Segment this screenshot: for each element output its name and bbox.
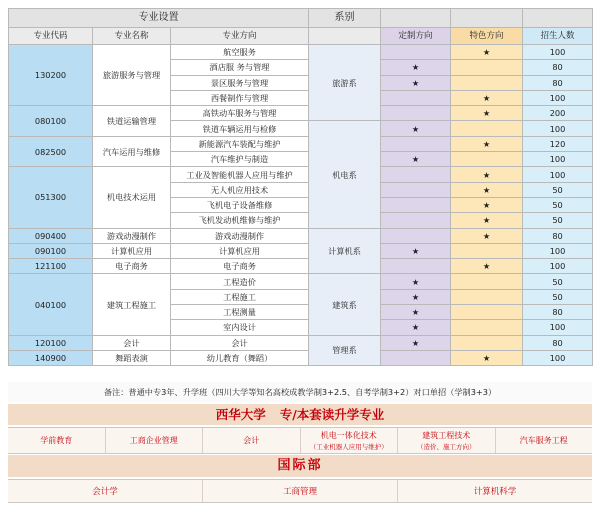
major-code: 051300: [9, 167, 93, 228]
major-direction: 汽车维护与制造: [171, 152, 309, 167]
custom-direction-cell: [381, 335, 451, 350]
major-code: 040100: [9, 274, 93, 335]
upgrade-major: [106, 428, 204, 453]
header-direction: 专业方向: [171, 28, 309, 45]
star-icon: ★: [482, 215, 491, 226]
major-direction: 计算机应用: [171, 243, 309, 258]
feature-direction-cell: [451, 75, 523, 90]
header-name: 专业名称: [93, 28, 171, 45]
custom-direction-cell: [381, 259, 451, 274]
enrollment-count: 100: [523, 45, 593, 60]
upgrade-major-name: 学前教育: [40, 436, 73, 445]
major-direction: 航空服务: [171, 45, 309, 60]
feature-direction-cell: [451, 60, 523, 75]
custom-direction-cell: [381, 350, 451, 365]
header-custom: 定制方向: [381, 28, 451, 45]
table-row: [9, 45, 593, 60]
major-code: 090400: [9, 228, 93, 243]
feature-direction-cell: [451, 350, 523, 365]
table-row: [9, 136, 593, 151]
upgrade-major-name: 工商企业管理: [129, 436, 178, 445]
star-icon: ★: [411, 337, 420, 348]
custom-direction-cell: [381, 136, 451, 151]
upgrade-major-name: 建筑工程技术: [422, 431, 471, 440]
enrollment-count: 80: [523, 305, 593, 320]
international-major: 计算机科学: [473, 487, 517, 497]
custom-direction-cell: [381, 320, 451, 335]
major-code: 140900: [9, 350, 93, 365]
feature-direction-cell: [451, 197, 523, 212]
upgrade-major: [8, 428, 106, 453]
star-icon: ★: [482, 353, 491, 364]
upgrade-major-name: 汽车服务工程: [519, 436, 568, 445]
upgrade-major-note: （工业机器人应用与维护）: [309, 443, 388, 451]
header-feature: 特色方向: [451, 28, 523, 45]
department-name: 建筑系: [309, 274, 381, 335]
custom-direction-cell: [381, 121, 451, 136]
feature-direction-cell: [451, 243, 523, 258]
table-row: [9, 243, 593, 258]
table-row: [9, 106, 593, 121]
star-icon: ★: [411, 62, 420, 73]
major-name: 游戏动漫制作: [93, 228, 171, 243]
feature-direction-cell: [451, 121, 523, 136]
feature-direction-cell: [451, 274, 523, 289]
enrollment-count: 100: [523, 121, 593, 136]
major-direction: 室内设计: [171, 320, 309, 335]
feature-direction-cell: [451, 136, 523, 151]
international-major: 工商管理: [203, 480, 398, 502]
enrollment-count: 80: [523, 335, 593, 350]
major-direction: 会计: [171, 335, 309, 350]
custom-direction-cell: [381, 90, 451, 105]
feature-direction-cell: [451, 182, 523, 197]
feature-direction-cell: [451, 45, 523, 60]
major-name: 计算机应用: [93, 243, 171, 258]
major-direction: 高铁动车服务与管理: [171, 106, 309, 121]
major-code: 130200: [9, 45, 93, 106]
major-direction: 铁道车辆运用与检修: [171, 121, 309, 136]
star-icon: ★: [411, 77, 420, 88]
star-icon: ★: [482, 184, 491, 195]
star-icon: ★: [482, 47, 491, 58]
major-code: 090100: [9, 243, 93, 258]
major-direction: 电子商务: [171, 259, 309, 274]
upgrade-major-name: 会计: [243, 436, 260, 445]
star-icon: ★: [411, 291, 420, 302]
major-name: 汽车运用与维修: [93, 136, 171, 167]
major-name: 旅游服务与管理: [93, 45, 171, 106]
star-icon: ★: [411, 307, 420, 318]
major-direction: 酒店服 务与管理: [171, 60, 309, 75]
university-name: 西华大学: [215, 407, 266, 422]
major-name: 电子商务: [93, 259, 171, 274]
custom-direction-cell: [381, 152, 451, 167]
international-major: 会计学: [8, 480, 203, 502]
major-direction: 工业及智能机器人应用与维护: [171, 167, 309, 182]
star-icon: ★: [411, 322, 420, 333]
custom-direction-cell: [381, 228, 451, 243]
major-direction: 工程测量: [171, 305, 309, 320]
major-code: 121100: [9, 259, 93, 274]
major-direction: 飞机发动机维修与维护: [171, 213, 309, 228]
star-icon: ★: [482, 200, 491, 211]
enrollment-count: 100: [523, 167, 593, 182]
table-header-group-row: [9, 9, 593, 28]
enrollment-count: 50: [523, 197, 593, 212]
major-table: [8, 8, 593, 366]
feature-direction-cell: [451, 228, 523, 243]
table-row: [9, 335, 593, 350]
star-icon: ★: [411, 276, 420, 287]
star-icon: ★: [482, 138, 491, 149]
feature-direction-cell: [451, 213, 523, 228]
major-direction: 景区服务与管理: [171, 75, 309, 90]
table-row: [9, 259, 593, 274]
custom-direction-cell: [381, 289, 451, 304]
header-department: 系别: [309, 9, 381, 28]
star-icon: ★: [411, 154, 420, 165]
upgrade-major: [203, 428, 301, 453]
international-banner: 国际部: [8, 455, 592, 477]
major-name: 建筑工程施工: [93, 274, 171, 335]
header-major-settings: 专业设置: [9, 9, 309, 28]
feature-direction-cell: [451, 289, 523, 304]
footnote: 备注：普通中专3年、升学班（四川大学等知名高校成教学制3+2.5、自考学制3+2）对口单招（学制3+3）: [8, 382, 592, 402]
enrollment-count: 50: [523, 213, 593, 228]
star-icon: ★: [411, 246, 420, 256]
feature-direction-cell: [451, 335, 523, 350]
custom-direction-cell: [381, 60, 451, 75]
major-name: 机电技术运用: [93, 167, 171, 228]
enrollment-count: 100: [523, 320, 593, 335]
major-direction: 新能源汽车装配与维护: [171, 136, 309, 151]
table-row: [9, 350, 593, 365]
upgrade-major: [496, 428, 593, 453]
custom-direction-cell: [381, 167, 451, 182]
international-majors-row: [8, 479, 592, 503]
upgrade-banner: [8, 404, 592, 425]
enrollment-count: 50: [523, 274, 593, 289]
custom-direction-cell: [381, 243, 451, 258]
department-name: 旅游系: [309, 45, 381, 121]
major-name: 舞蹈表演: [93, 350, 171, 365]
major-direction: 西餐制作与管理: [171, 90, 309, 105]
enrollment-count: 100: [523, 259, 593, 274]
star-icon: ★: [482, 169, 491, 180]
major-direction: 无人机应用技术: [171, 182, 309, 197]
feature-direction-cell: [451, 320, 523, 335]
enrollment-count: 80: [523, 228, 593, 243]
table-row: [9, 228, 593, 243]
custom-direction-cell: [381, 274, 451, 289]
custom-direction-cell: [381, 305, 451, 320]
department-name: 管理系: [309, 335, 381, 366]
upgrade-major: [398, 428, 496, 453]
table-body: [9, 45, 593, 366]
enrollment-count: 100: [523, 350, 593, 365]
star-icon: ★: [482, 108, 491, 119]
upgrade-major: [301, 428, 399, 453]
enrollment-count: 50: [523, 182, 593, 197]
custom-direction-cell: [381, 106, 451, 121]
star-icon: ★: [411, 123, 420, 134]
feature-direction-cell: [451, 152, 523, 167]
department-name: 机电系: [309, 121, 381, 228]
table-row: [9, 274, 593, 289]
major-direction: 飞机电子设备维修: [171, 197, 309, 212]
major-name: 会计: [93, 335, 171, 350]
table-header-row: [9, 28, 593, 45]
feature-direction-cell: [451, 106, 523, 121]
custom-direction-cell: [381, 75, 451, 90]
major-direction: 幼儿教育（舞蹈）: [171, 350, 309, 365]
custom-direction-cell: [381, 197, 451, 212]
feature-direction-cell: [451, 259, 523, 274]
enrollment-count: 50: [523, 289, 593, 304]
upgrade-title: 专/本套读升学专业: [279, 407, 385, 422]
upgrade-major-name: 机电一体化技术: [320, 431, 377, 440]
table-row: [9, 167, 593, 182]
custom-direction-cell: [381, 45, 451, 60]
star-icon: ★: [482, 93, 491, 104]
enrollment-count: 100: [523, 90, 593, 105]
feature-direction-cell: [451, 90, 523, 105]
star-icon: ★: [482, 230, 491, 241]
major-direction: 工程施工: [171, 289, 309, 304]
enrollment-count: 120: [523, 136, 593, 151]
feature-direction-cell: [451, 167, 523, 182]
upgrade-majors-row: [8, 427, 592, 454]
enrollment-count: 100: [523, 152, 593, 167]
header-code: 专业代码: [9, 28, 93, 45]
department-name: 计算机系: [309, 228, 381, 274]
major-direction: 游戏动漫制作: [171, 228, 309, 243]
enrollment-count: 80: [523, 75, 593, 90]
major-name: 铁道运输管理: [93, 106, 171, 137]
feature-direction-cell: [451, 305, 523, 320]
major-code: 082500: [9, 136, 93, 167]
major-code: 080100: [9, 106, 93, 137]
major-code: 120100: [9, 335, 93, 350]
star-icon: ★: [482, 261, 491, 272]
upgrade-major-note: （造价、施工方向）: [417, 443, 476, 451]
custom-direction-cell: [381, 182, 451, 197]
header-count: 招生人数: [523, 28, 593, 45]
enrollment-count: 100: [523, 243, 593, 258]
major-direction: 工程造价: [171, 274, 309, 289]
enrollment-count: 80: [523, 60, 593, 75]
custom-direction-cell: [381, 213, 451, 228]
enrollment-count: 200: [523, 106, 593, 121]
